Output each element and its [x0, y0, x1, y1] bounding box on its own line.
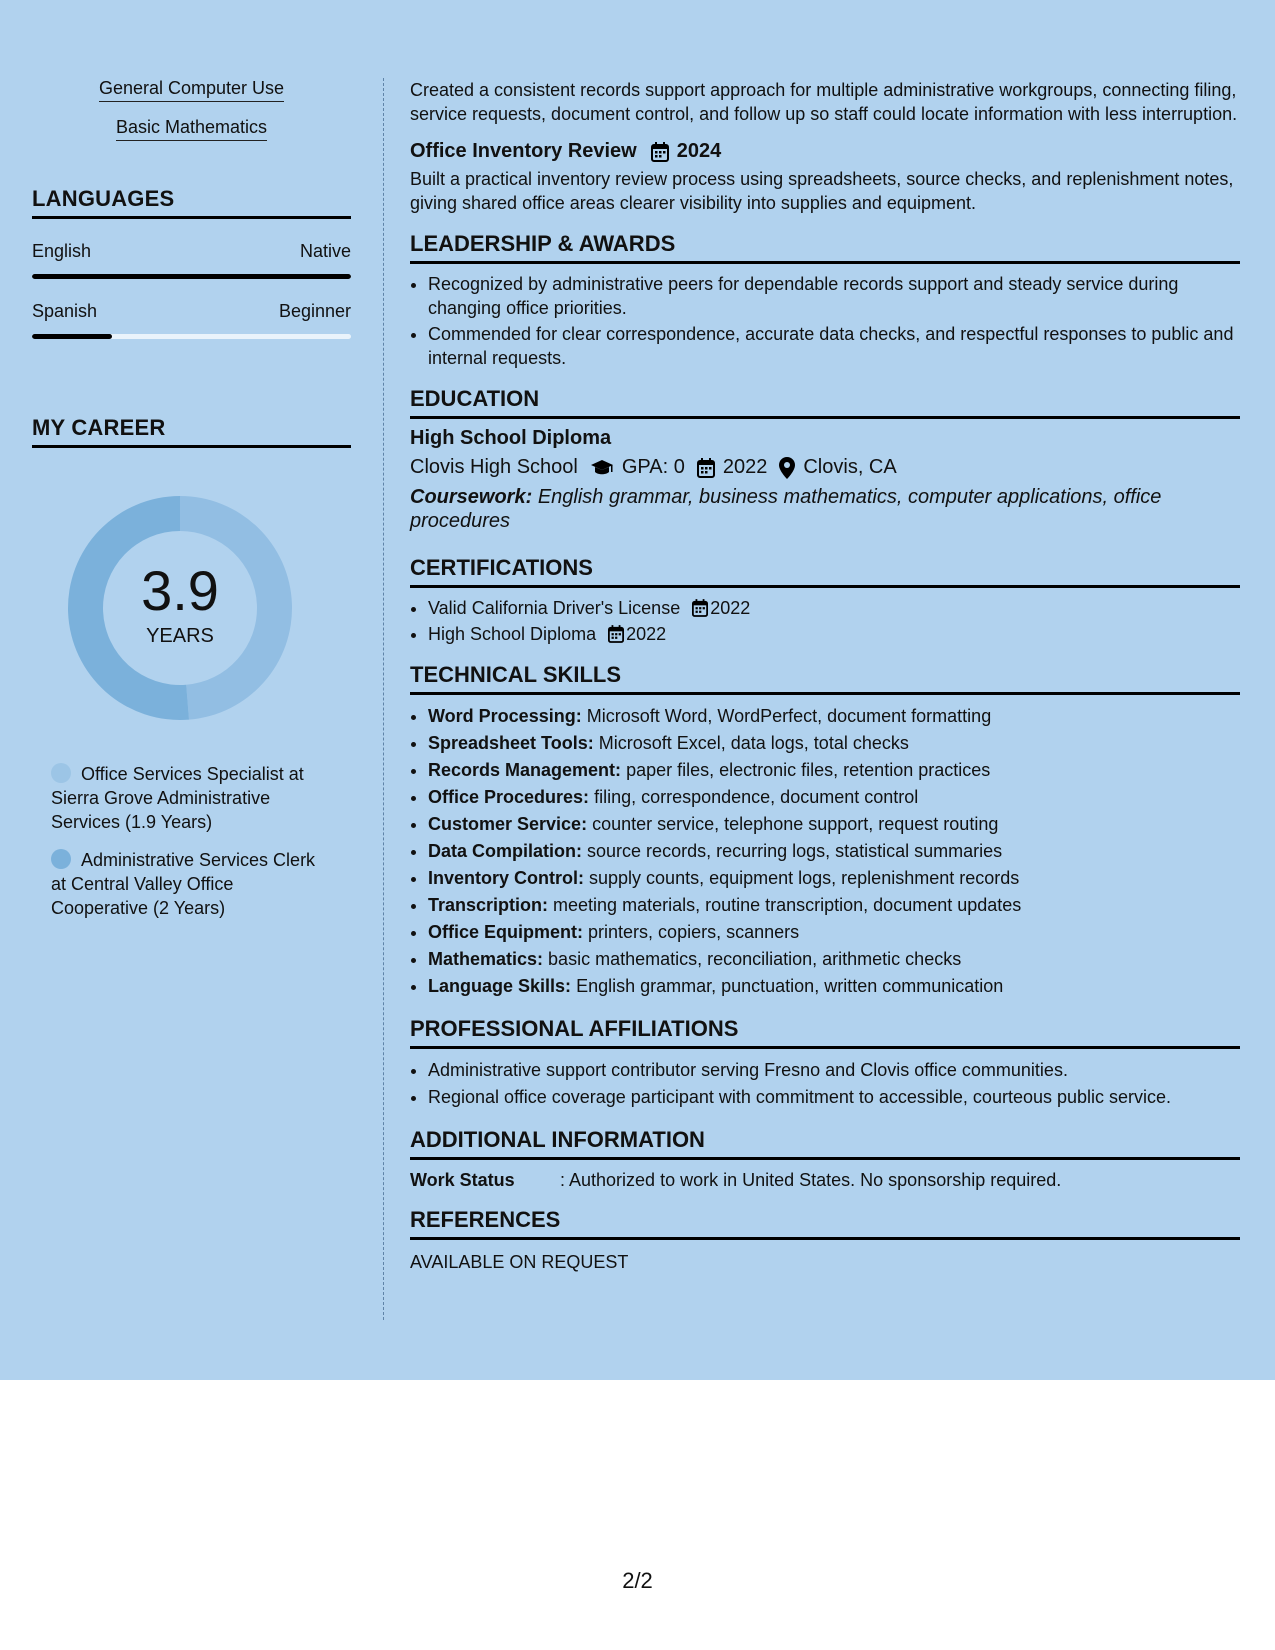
skill-list-item — [428, 946, 1240, 973]
skill-category: Language Skills: — [428, 976, 572, 996]
location-pin-icon — [779, 457, 795, 479]
skill-list-item — [428, 973, 1240, 1000]
project-year: 2024 — [676, 140, 722, 162]
language-proficiency-fill — [32, 334, 112, 339]
skill-label: Basic Mathematics — [116, 117, 267, 141]
skill-details: supply counts, equipment logs, replenishment records — [589, 868, 1020, 888]
references-text: AVAILABLE ON REQUEST — [410, 1252, 629, 1272]
skill-category: Records Management: — [428, 760, 622, 780]
skill-list-item — [428, 919, 1240, 946]
skill-list-item — [428, 892, 1240, 919]
coursework-text: English grammar, business mathematics, computer applications, office procedures — [410, 486, 1162, 532]
affiliation-item: • Regional office coverage participant with commitment to accessible, courteous public service. — [428, 1084, 1240, 1111]
skill-details: paper files, electronic files, retention practices — [626, 760, 991, 780]
skill-details: source records, recurring logs, statistical summaries — [587, 841, 1003, 861]
additional-info-heading: ADDITIONAL INFORMATION — [410, 1127, 1240, 1160]
education-meta — [410, 456, 1240, 479]
skill-details: Microsoft Word, WordPerfect, document formatting — [586, 706, 992, 726]
skill-category: Office Procedures: — [428, 787, 590, 807]
skill-details: filing, correspondence, document control — [594, 787, 919, 807]
language-proficiency-bar — [32, 334, 351, 339]
language-level: Native — [299, 241, 351, 261]
career-item-text: Office Services Specialist at Sierra Grove Administrative Services (1.9 Years) — [51, 764, 304, 832]
graduation-cap-icon — [590, 459, 614, 477]
work-status-value: : Authorized to work in United States. No sponsorship required. — [560, 1170, 1062, 1190]
education-gpa: GPA: 0 — [621, 456, 685, 478]
language-name: English — [32, 241, 92, 261]
project-description: Created a consistent records support approach for multiple administrative workgroups, connecting filing, service requests, document control, and follow up so staff could locate information with less interruption. — [410, 80, 1238, 124]
legend-dot — [51, 849, 71, 869]
education-coursework — [410, 485, 1240, 533]
skill-category: Data Compilation: — [428, 841, 583, 861]
skill-category: Inventory Control: — [428, 868, 584, 888]
certification-name: • Valid California Driver's License — [428, 598, 681, 618]
affiliation-item: • Administrative support contributor serving Fresno and Clovis office communities. — [428, 1057, 1240, 1084]
language-name: Spanish — [32, 301, 98, 321]
career-donut-chart — [60, 488, 300, 728]
skill-category: Customer Service: — [428, 814, 588, 834]
affiliations-list — [410, 1057, 1240, 1111]
skill-details: printers, copiers, scanners — [588, 922, 800, 942]
skill-details: basic mathematics, reconciliation, arithmetic checks — [548, 949, 962, 969]
leadership-list — [410, 272, 1240, 370]
career-list — [32, 762, 351, 920]
education-location: Clovis, CA — [803, 456, 897, 478]
language-proficiency-fill — [32, 274, 351, 279]
certification-name: • High School Diploma — [428, 624, 597, 644]
skill-details: Microsoft Excel, data logs, total checks — [598, 733, 909, 753]
calendar-icon — [692, 599, 708, 617]
main-content — [410, 78, 1240, 1273]
language-item — [32, 301, 351, 339]
calendar-icon — [697, 458, 715, 478]
work-status-label: Work Status — [410, 1170, 515, 1190]
certification-item — [428, 622, 1240, 646]
career-item — [51, 762, 331, 834]
language-item — [32, 241, 351, 279]
language-level: Beginner — [278, 301, 351, 321]
coursework-label: Coursework: — [410, 486, 533, 508]
career-heading: MY CAREER — [32, 415, 351, 448]
project-title: Office Inventory Review — [410, 140, 637, 162]
skill-list-item — [428, 838, 1240, 865]
project-description: Built a practical inventory review process using spreadsheets, source checks, and replenishment notes, giving shared office areas clearer visibility into supplies and equipment. — [410, 169, 1234, 213]
skill-category: Spreadsheet Tools: — [428, 733, 594, 753]
career-total — [60, 488, 300, 728]
skill-category: Office Equipment: — [428, 922, 584, 942]
skill-category: Word Processing: — [428, 706, 582, 726]
education-degree: High School Diploma — [410, 427, 612, 449]
career-total-unit: YEARS — [146, 624, 214, 647]
column-divider — [383, 78, 384, 1320]
certification-year: 2022 — [710, 598, 751, 618]
skill-list-item — [428, 757, 1240, 784]
skill-list-item — [428, 865, 1240, 892]
skill-list-item — [428, 703, 1240, 730]
education-school: Clovis High School — [410, 456, 578, 478]
certifications-heading: CERTIFICATIONS — [410, 555, 1240, 588]
certification-year: 2022 — [626, 624, 667, 644]
affiliations-heading: PROFESSIONAL AFFILIATIONS — [410, 1016, 1240, 1049]
career-item-text: Administrative Services Clerk at Central Valley Office Cooperative (2 Years) — [51, 850, 316, 918]
language-proficiency-bar — [32, 274, 351, 279]
legend-dot — [51, 763, 71, 783]
languages-heading: LANGUAGES — [32, 186, 351, 219]
page-number: 2/2 — [622, 1568, 653, 1593]
certifications-list — [410, 596, 1240, 646]
skill-category: Mathematics: — [428, 949, 544, 969]
education-heading: EDUCATION — [410, 386, 1240, 419]
calendar-icon — [608, 625, 624, 643]
technical-skills-heading: TECHNICAL SKILLS — [410, 662, 1240, 695]
skill-label: General Computer Use — [99, 78, 284, 102]
certification-item — [428, 596, 1240, 620]
project-title-row — [410, 140, 1240, 163]
technical-skills-list — [410, 703, 1240, 1000]
skill-item — [32, 117, 351, 141]
skill-details: counter service, telephone support, request routing — [592, 814, 999, 834]
skill-category: Transcription: — [428, 895, 549, 915]
leadership-item: • Recognized by administrative peers for dependable records support and steady service during changing office priorities. — [428, 272, 1240, 320]
skill-item — [32, 78, 351, 102]
leadership-heading: LEADERSHIP & AWARDS — [410, 231, 1240, 264]
references-heading: REFERENCES — [410, 1207, 1240, 1240]
skill-details: English grammar, punctuation, written communication — [576, 976, 1004, 996]
skill-list-item — [428, 730, 1240, 757]
calendar-icon — [651, 142, 669, 162]
work-status-row — [410, 1170, 1240, 1191]
leadership-item: • Commended for clear correspondence, accurate data checks, and respectful responses to public and internal requests. — [428, 322, 1240, 370]
skill-list-item — [428, 811, 1240, 838]
career-item — [51, 848, 331, 920]
career-total-value: 3.9 — [141, 558, 219, 622]
skill-details: meeting materials, routine transcription, document updates — [553, 895, 1022, 915]
sidebar — [32, 78, 351, 934]
skill-list-item — [428, 784, 1240, 811]
education-year: 2022 — [722, 456, 768, 478]
